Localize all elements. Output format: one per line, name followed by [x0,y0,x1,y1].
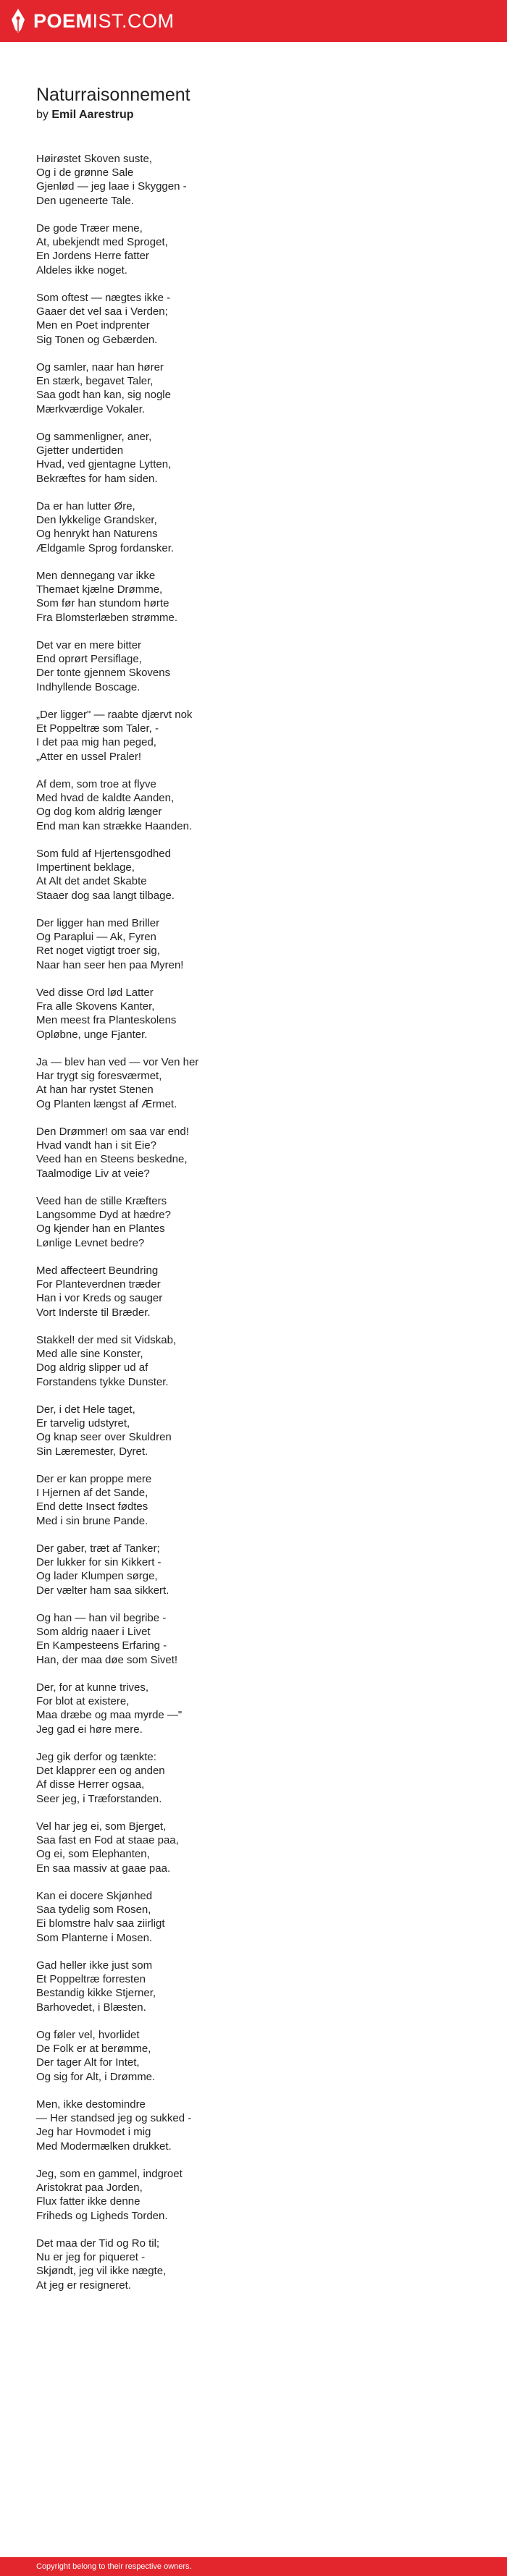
poem-stanza [36,1403,507,1458]
brand-bold: POEM [33,9,93,32]
poem-line: Seer jeg, i Træforstanden. [36,1792,162,1805]
poem-line: Som fuld af Hjertensgodhed [36,848,171,860]
poem-line: Aldeles ikke noget. [36,263,127,276]
site-logo-link[interactable] [10,8,175,34]
poem-line: Maa dræbe og maa myrde —" [36,1709,183,1722]
poem-line: Indhyllende Boscage. [36,680,141,693]
poem-line: Impertinent beklage, [36,861,135,874]
poem-line: Og henrykt han Naturens [36,528,158,541]
poem-line: Der er kan proppe mere [36,1473,152,1485]
poem-line: Der, i det Hele taget, [36,1403,135,1416]
poem-line: Ei blomstre halv saa ziirligt [36,1917,165,1930]
poem-line: At Alt det andet Skabte [36,875,147,888]
poem-line: Men dennegang var ikke [36,570,156,582]
poem-line: Og i de grønne Sale [36,166,134,180]
poem-line: Barhovedet, i Blæsten. [36,2001,146,2014]
poem-line: Gad heller ikke just som [36,1959,153,1972]
poem-line: Høirøstet Skoven suste, [36,153,153,165]
poem-line: I det paa mig han peged, [36,736,156,749]
poem-line: Den ugeneerte Tale. [36,194,134,207]
poem-line: En Kampesteens Erfaring - [36,1639,167,1652]
poem-line: Ved disse Ord lød Latter [36,987,154,999]
poem-line: Som oftest — nægtes ikke - [36,292,171,304]
poem-line: Han i vor Kreds og sauger [36,1292,163,1305]
poem-line: En saa massiv at gaae paa. [36,1862,171,1875]
poem-line: Kan ei docere Skjønhed [36,1890,153,1902]
copyright-text: Copyright belong to their respective owners. [36,2562,192,2571]
poem-stanza [36,2098,507,2153]
poem-line: End oprørt Persiflage, [36,653,142,666]
poem-line: Og sig for Alt, i Drømme. [36,2070,156,2083]
poem-line: Sin Læremester, Dyret. [36,1445,148,1458]
poem-line: Gjenlød — jeg laae i Skyggen - [36,180,187,193]
poem-stanza [36,291,507,347]
site-logo-text [33,9,175,32]
poem-line: Men meest fra Planteskolens [36,1014,177,1027]
poem-stanza [36,777,507,833]
poem-line: Et Poppeltræ forresten [36,1973,146,1986]
poem-line: Er tarvelig udstyret, [36,1417,130,1430]
by-label: by [36,109,49,121]
poem-line: End man kan strække Haanden. [36,819,193,832]
poem-stanza [36,499,507,555]
poem-line: Jeg gad ei høre mere. [36,1723,143,1736]
poem-line: Skjøndt, jeg vil ikke nægte, [36,2265,167,2278]
poem-line: Med hvad de kaldte Aanden, [36,792,175,805]
poem-line: Aristokrat paa Jorden, [36,2182,143,2195]
brand-light: IST.COM [92,9,175,32]
poem-line: Med Modermælken drukket. [36,2140,172,2153]
site-footer [0,2557,507,2576]
poem-stanza [36,986,507,1042]
poem-line: Vort Inderste til Bræder. [36,1306,151,1319]
poem-stanza [36,916,507,972]
poem-line: Af disse Herrer ogsaa, [36,1778,145,1791]
poem-stanza [36,430,507,486]
poem-line: Naar han seer hen paa Myren! [36,958,184,971]
poem-body [36,152,507,2292]
poem-line: Ældgamle Sprog fordansker. [36,541,175,554]
poem-line: Og knap seer over Skuldren [36,1431,172,1444]
poem-stanza [36,221,507,277]
poem-line: Fra Blomsterlæben strømme. [36,611,178,624]
poem-line: Der ligger han med Briller [36,917,160,929]
poem-line: Saa tydelig som Rosen, [36,1904,151,1917]
poem-stanza [36,1055,507,1111]
poem-line: Ja — blev han ved — vor Ven her [36,1056,199,1068]
poem-stanza [36,1681,507,1736]
poem-line: „Atter en ussel Praler! [36,750,142,763]
poem-line: Der gaber, træt af Tanker; [36,1542,160,1555]
poem-line: Veed han de stille Kræfters [36,1195,167,1207]
poem-stanza [36,1820,507,1875]
poem-line: Bekræftes for ham siden. [36,472,158,485]
poem-line: Jeg har Hovmodet i mig [36,2126,151,2139]
poem-line: Men en Poet indprenter [36,319,150,332]
poem-line: Og ei, som Elephanten, [36,1848,150,1861]
poem-line: Og dog kom aldrig længer [36,806,162,819]
poem-line: Bestandig kikke Stjerner, [36,1987,156,2000]
poem-stanza [36,1889,507,1945]
poem-line: Saa godt han kan, sig nogle [36,389,171,402]
fountain-pen-nib-icon [10,8,26,34]
poem-line: Staaer dog saa langt tilbage. [36,889,175,902]
poem-line: Og han — han vil begribe - [36,1612,167,1624]
poem-line: Dog aldrig slipper ud af [36,1361,148,1374]
poem-line: Af dem, som troe at flyve [36,778,156,790]
poem-line: Veed han en Steens beskedne, [36,1153,188,1166]
poem-line: Gaaer det vel saa i Verden; [36,305,168,318]
poem-line: Jeg gik derfor og tænkte: [36,1751,156,1763]
poem-line: Mærkværdige Vokaler. [36,402,146,415]
poem-stanza [36,847,507,903]
poem-line: Opløbne, unge Fjanter. [36,1028,148,1041]
poem-title: Naturraisonnement [36,85,190,105]
poem-line: Forstandens tykke Dunster. [36,1375,169,1388]
poem-line: Med affecteert Beundring [36,1264,159,1277]
poem-line: Da er han lutter Øre, [36,500,135,512]
poem-line: Har trygt sig foresværmet, [36,1070,162,1083]
poem-stanza [36,708,507,764]
poem-line: For Planteverdnen træder [36,1278,161,1291]
poem-line: Det maa der Tid og Ro til; [36,2237,160,2250]
poem-line: Som aldrig naaer i Livet [36,1626,151,1639]
poem-stanza [36,1959,507,2014]
poem-line: Themaet kjælne Drømme, [36,583,163,596]
poem-line: Vel har jeg ei, som Bjerget, [36,1820,167,1833]
poem-stanza [36,1472,507,1528]
poem-line: En Jordens Herre fatter [36,250,149,263]
poem-byline [36,109,507,122]
poem-stanza [36,1194,507,1250]
poem-line: Det klapprer een og anden [36,1765,165,1778]
poem-line: Der, for at kunne trives, [36,1681,149,1694]
poem-line: Den lykkelige Grandsker, [36,514,157,527]
poem-line: Og Paraplui — Ak, Fyren [36,931,156,944]
poem-line: Friheds og Ligheds Torden. [36,2209,168,2222]
author-link[interactable]: Emil Aarestrup [51,109,134,121]
poem-line: Ret noget vigtigt troer sig, [36,945,160,958]
poem-line: Og sammenligner, aner, [36,431,152,443]
poem-stanza [36,569,507,625]
poem-line: Og Planten længst af Ærmet. [36,1097,177,1110]
poem-line: Langsomme Dyd at hædre? [36,1209,171,1222]
poem-stanza [36,2028,507,2084]
poem-line: „Der ligger" — raabte djærvt nok [36,709,193,721]
poem-line: At jeg er resigneret. [36,2279,131,2292]
poem-line: Der tager Alt for Intet, [36,2056,140,2069]
poem-line: Taalmodige Liv at veie? [36,1167,150,1180]
poem-line: Jeg, som en gammel, indgroet [36,2168,183,2180]
poem-line: At han har rystet Stenen [36,1084,154,1097]
poem-line: Og kjender han en Plantes [36,1222,165,1236]
poem-line: Saa fast en Fod at staae paa, [36,1834,179,1847]
poem-line: Sig Tonen og Gebærden. [36,333,158,346]
poem-line: At, ubekjendt med Sproget, [36,236,168,249]
poem-line: Men, ikke destomindre [36,2098,146,2111]
poem-line: Fra alle Skovens Kanter, [36,1000,155,1013]
poem-stanza [36,1333,507,1389]
poem-line: Der vælter ham saa sikkert. [36,1584,169,1597]
poem-stanza [36,1750,507,1806]
poem-line: Nu er jeg for piqueret - [36,2251,146,2264]
poem-line: Hvad vandt han i sit Eie? [36,1139,156,1152]
poem-line: Det var en mere bitter [36,639,142,651]
site-header [0,0,507,42]
poem-line: De gode Træer mene, [36,222,143,235]
poem-line: Der tonte gjennem Skovens [36,667,171,680]
poem-line: I Hjernen af det Sande, [36,1487,148,1500]
poem-line: En stærk, begavet Taler, [36,375,154,388]
poem-line: Som før han stundom hørte [36,597,169,610]
poem-line: De Folk er at berømme, [36,2043,151,2056]
poem-line: Et Poppeltræ som Taler, - [36,722,159,735]
poem-line: Hvad, ved gjentagne Lytten, [36,458,172,471]
poem-stanza [36,152,507,208]
poem-line: Den Drømmer! om saa var end! [36,1126,189,1138]
poem-stanza [36,1264,507,1319]
poem-stanza [36,1125,507,1181]
poem-stanza [36,1542,507,1597]
poem-line: — Her standsed jeg og sukked - [36,2112,192,2125]
poem-line: Der lukker for sin Kikkert - [36,1556,162,1569]
poem-container [0,42,507,2292]
poem-line: Med i sin brune Pande. [36,1514,148,1527]
poem-stanza [36,1611,507,1667]
poem-line: Stakkel! der med sit Vidskab, [36,1334,177,1346]
poem-line: Og lader Klumpen sørge, [36,1570,158,1583]
poem-line: End dette Insect fødtes [36,1500,148,1513]
poem-stanza [36,2167,507,2223]
poem-line: Flux fatter ikke denne [36,2195,141,2208]
poem-line: Som Planterne i Mosen. [36,1931,153,1944]
poem-line: Lønlige Levnet bedre? [36,1236,145,1249]
poem-stanza [36,2237,507,2292]
poem-line: Og samler, naar han hører [36,361,164,373]
poem-line: Gjetter undertiden [36,444,124,457]
poem-line: Han, der maa døe som Sivet! [36,1653,178,1666]
poem-stanza [36,360,507,416]
poem-line: For blot at existere, [36,1695,130,1708]
poem-line: Og føler vel, hvorlidet [36,2029,140,2041]
poem-line: Med alle sine Konster, [36,1348,143,1361]
poem-stanza [36,638,507,694]
